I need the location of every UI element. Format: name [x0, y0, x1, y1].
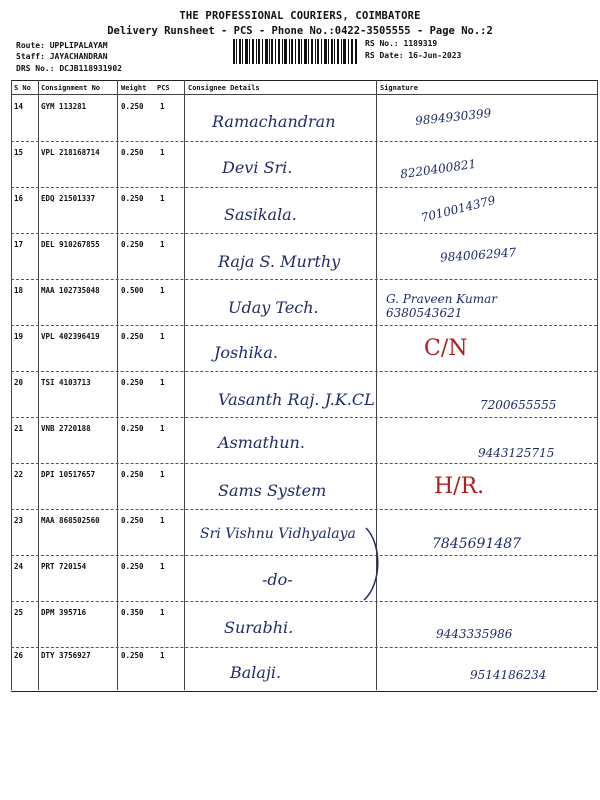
column-header-consignee: Consignee Details — [188, 84, 260, 92]
row-weight: 0.250 — [121, 470, 144, 479]
row-signature: G. Praveen Kumar 6380543621 — [386, 292, 497, 320]
row-sno: 26 — [14, 651, 24, 660]
row-sno: 23 — [14, 516, 24, 525]
row-pcs: 1 — [160, 516, 165, 525]
row-weight: 0.250 — [121, 516, 144, 525]
row-weight: 0.250 — [121, 102, 144, 111]
row-pcs: 1 — [160, 240, 165, 249]
column-header-weight: Weight — [121, 84, 147, 92]
column-header-sno: S No — [14, 84, 31, 92]
row-consignee: Sri Vishnu Vidhyalaya — [200, 526, 356, 542]
row-consignee: Asmathun. — [218, 433, 305, 452]
row-signature: 8220400821 — [399, 156, 477, 182]
row-consignment: MAA 868502560 — [41, 516, 100, 525]
row-signature: 7845691487 — [432, 536, 522, 552]
row-consignee: Sasikala. — [224, 205, 297, 224]
row-weight: 0.250 — [121, 148, 144, 157]
rs-number: RS No.: 1189319 — [365, 39, 438, 48]
row-signature: 9443125715 — [478, 446, 555, 460]
row-weight: 0.250 — [121, 378, 144, 387]
document-subtitle: Delivery Runsheet - PCS - Phone No.:0422-3505555 - Page No.:2 — [107, 25, 493, 37]
row-consignee: Surabhi. — [224, 618, 294, 637]
row-weight: 0.250 — [121, 424, 144, 433]
row-consignee: Sams System — [218, 481, 327, 500]
barcode — [233, 39, 357, 64]
row-sno: 21 — [14, 424, 24, 433]
row-pcs: 1 — [160, 378, 165, 387]
row-pcs: 1 — [160, 286, 165, 295]
column-header-signature: Signature — [380, 84, 418, 92]
drs-number: DRS No.: DCJB118931902 — [16, 64, 122, 73]
row-consignment: DPM 395716 — [41, 608, 87, 617]
column-header-pcs: PCS — [157, 84, 170, 92]
row-sno: 18 — [14, 286, 24, 295]
row-sno: 20 — [14, 378, 24, 387]
route-label: Route: UPPLIPALAYAM — [16, 41, 108, 50]
row-sno: 19 — [14, 332, 24, 341]
row-signature: 9443335986 — [436, 627, 513, 641]
row-pcs: 1 — [160, 562, 165, 571]
row-pcs: 1 — [160, 194, 165, 203]
row-weight: 0.250 — [121, 332, 144, 341]
row-consignee: Raja S. Murthy — [218, 252, 341, 271]
row-consignee: Devi Sri. — [222, 158, 293, 177]
row-consignment: VNB 2720188 — [41, 424, 91, 433]
row-sno: 25 — [14, 608, 24, 617]
row-weight: 0.500 — [121, 286, 144, 295]
row-signature: 7010014379 — [419, 192, 497, 226]
row-signature: 9514186234 — [470, 668, 547, 682]
row-signature: 9894930399 — [414, 106, 492, 128]
row-signature: C/N — [424, 336, 468, 361]
row-sno: 15 — [14, 148, 24, 157]
column-header-consignment: Consignment No — [41, 84, 101, 92]
row-weight: 0.250 — [121, 194, 144, 203]
row-sno: 16 — [14, 194, 24, 203]
row-pcs: 1 — [160, 608, 165, 617]
row-consignment: EDQ 21501337 — [41, 194, 96, 203]
row-weight: 0.250 — [121, 240, 144, 249]
row-consignment: VPL 218168714 — [41, 148, 100, 157]
document-title: THE PROFESSIONAL COURIERS, COIMBATORE — [179, 10, 421, 22]
ditto-bracket — [360, 524, 390, 604]
row-weight: 0.250 — [121, 651, 144, 660]
row-consignment: GYM 113281 — [41, 102, 87, 111]
row-consignment: VPL 402396419 — [41, 332, 100, 341]
row-sno: 17 — [14, 240, 24, 249]
row-consignee: Joshika. — [214, 343, 278, 362]
row-sno: 24 — [14, 562, 24, 571]
row-pcs: 1 — [160, 651, 165, 660]
row-pcs: 1 — [160, 470, 165, 479]
row-sno: 22 — [14, 470, 24, 479]
rs-date: RS Date: 16-Jun-2023 — [365, 51, 462, 60]
row-consignment: MAA 102735048 — [41, 286, 100, 295]
row-pcs: 1 — [160, 332, 165, 341]
row-signature: H/R. — [434, 474, 485, 499]
row-signature: 9840062947 — [439, 245, 517, 265]
row-weight: 0.350 — [121, 608, 144, 617]
row-consignee: -do- — [262, 570, 293, 589]
row-consignee: Balaji. — [230, 663, 282, 682]
row-consignment: DTY 3756927 — [41, 651, 91, 660]
row-pcs: 1 — [160, 148, 165, 157]
row-sno: 14 — [14, 102, 24, 111]
row-weight: 0.250 — [121, 562, 144, 571]
row-consignment: TSI 4103713 — [41, 378, 91, 387]
row-consignment: DPI 10517657 — [41, 470, 96, 479]
row-pcs: 1 — [160, 424, 165, 433]
row-pcs: 1 — [160, 102, 165, 111]
row-consignment: DEL 910267855 — [41, 240, 100, 249]
row-consignee: Vasanth Raj. J.K.CL — [218, 390, 375, 409]
row-consignment: PRT 720154 — [41, 562, 87, 571]
row-signature: 7200655555 — [480, 398, 557, 412]
row-consignee: Uday Tech. — [228, 298, 319, 317]
staff-label: Staff: JAYACHANDRAN — [16, 52, 108, 61]
row-consignee: Ramachandran — [212, 112, 336, 131]
